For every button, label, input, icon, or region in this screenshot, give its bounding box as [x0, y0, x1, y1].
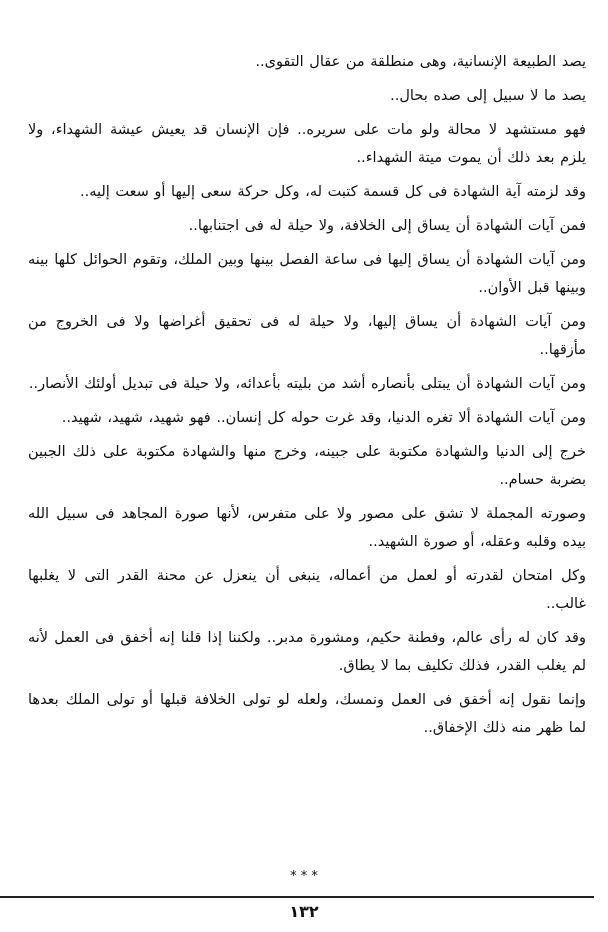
paragraph-4: وقد لزمته آية الشهادة فى كل قسمة كتبت له، وكل حركة سعى إليها أو سعت إليه.. — [80, 184, 586, 200]
paragraph-14: وإنما نقول إنه أخفق فى العمل ونمسك، ولعله لو تولى الخلافة قبلها أو تولى الملك بعدها لما ظهر منه ذلك الإخفاق.. — [28, 692, 586, 736]
paragraph-13: وقد كان له رأى عالم، وفطنة حكيم، ومشورة مدبر.. ولكننا إذا قلنا إنه أخفق فى العمل لأنه لم يغلب القدر، فذلك تكليف بما لا يطاق. — [28, 630, 586, 674]
footer-rule — [0, 896, 594, 898]
paragraph-12: وكل امتحان لقدرته أو لعمل من أعماله، ينبغى أن ينعزل عن محنة القدر التى لا يغلبها غالب.. — [28, 568, 586, 612]
section-separator: * * * — [290, 869, 318, 884]
paragraph-6: ومن آيات الشهادة أن يساق إليها فى ساعة الفصل بينها وبين الملك، وتقوم الحوائل كلها بينه وبينها قبل الأوان.. — [28, 252, 586, 296]
paragraph-8: ومن آيات الشهادة أن يبتلى بأنصاره أشد من بليته بأعدائه، ولا حيلة فى تبديل أولئك الأنصار.. — [28, 376, 586, 392]
paragraph-3: فهو مستشهد لا محالة ولو مات على سريره.. فإن الإنسان قد يعيش عيشة الشهداء، ولا يلزم بعد ذلك أن يموت ميتة الشهداء.. — [28, 122, 586, 166]
paragraph-7: ومن آيات الشهادة أن يساق إليها، ولا حيلة له فى تحقيق أغراضها ولا فى الخروج من مأزقها.. — [28, 314, 586, 358]
page-number: ١٣٢ — [289, 902, 319, 921]
body-text — [28, 48, 586, 748]
paragraph-1: يصد الطبيعة الإنسانية، وهى منطلقة من عقال التقوى.. — [255, 54, 586, 70]
paragraph-11: وصورته المجملة لا تشق على مصور ولا على متفرس، لأنها صورة المجاهد فى سبيل الله بيده وقلبه وعقله، أو صورة الشهيد.. — [28, 506, 586, 550]
paragraph-5: فمن آيات الشهادة أن يساق إلى الخلافة، ولا حيلة له فى اجتنابها.. — [188, 218, 586, 234]
paragraph-9: ومن آيات الشهادة ألا تغره الدنيا، وقد غرت حوله كل إنسان.. فهو شهيد، شهيد، شهيد.. — [61, 410, 586, 426]
paragraph-2: يصد ما لا سبيل إلى صده بحال.. — [390, 88, 586, 104]
paragraph-10: خرج إلى الدنيا والشهادة مكتوبة على جبينه، وخرج منها والشهادة مكتوبة على ذلك الجبين بضربة حسام.. — [28, 444, 586, 488]
